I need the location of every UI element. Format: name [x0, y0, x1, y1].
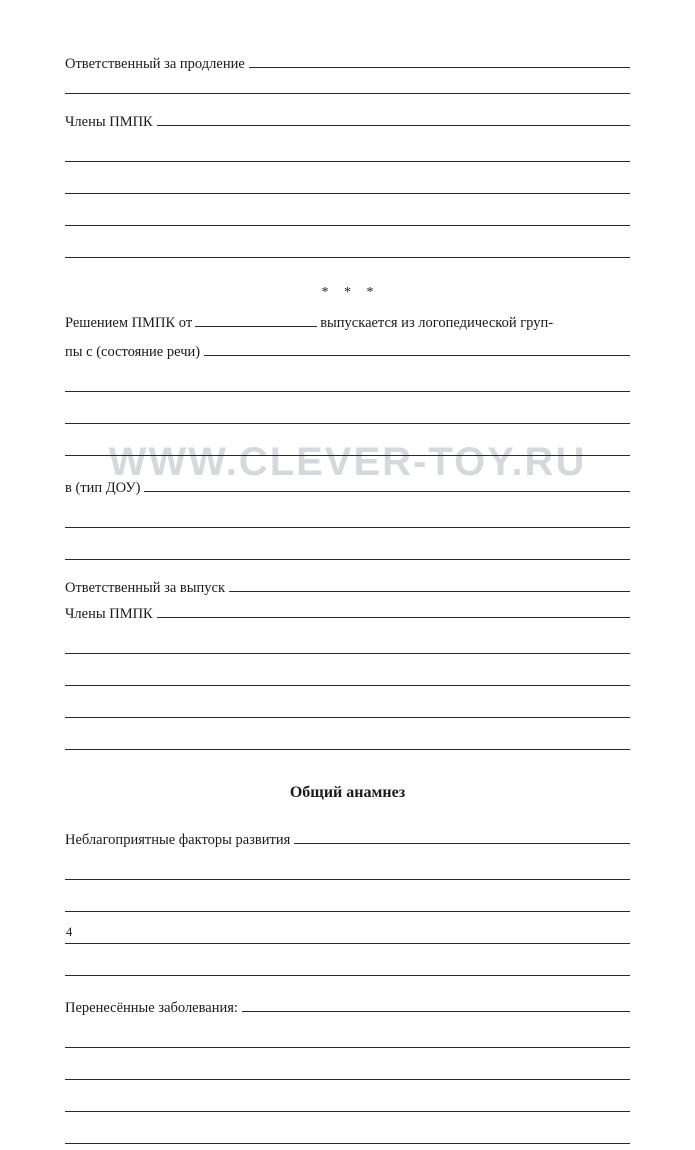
section-separator: * * *	[321, 285, 380, 300]
field-label-pmpk-members-1: Члены ПМПК	[65, 114, 153, 130]
field-dou-type	[65, 472, 630, 498]
write-line[interactable]	[294, 824, 630, 844]
write-line-row[interactable]	[65, 508, 630, 534]
section-title-general-anamnesis: Общий анамнез	[289, 784, 406, 801]
write-line[interactable]	[229, 572, 630, 592]
spacer	[65, 756, 630, 780]
write-line[interactable]	[65, 238, 630, 258]
spacer	[65, 498, 630, 508]
write-line[interactable]	[65, 666, 630, 686]
field-responsible-release	[65, 572, 630, 598]
field-label-dou-type: в (тип ДОУ)	[65, 480, 141, 496]
write-line-row[interactable]	[65, 1124, 630, 1150]
write-line[interactable]	[65, 1028, 630, 1048]
write-line[interactable]	[65, 372, 630, 392]
form-content	[65, 48, 630, 1150]
write-line-row[interactable]	[65, 1028, 630, 1054]
write-line-row[interactable]	[65, 924, 630, 950]
write-line[interactable]	[242, 992, 630, 1012]
write-line[interactable]	[65, 1092, 630, 1112]
write-line-row[interactable]	[65, 666, 630, 692]
field-responsible-extension	[65, 48, 630, 74]
write-line[interactable]	[65, 860, 630, 880]
write-line[interactable]	[65, 508, 630, 528]
page-number: 4	[66, 925, 73, 939]
write-line-row[interactable]	[65, 174, 630, 200]
write-line-row[interactable]	[65, 1092, 630, 1118]
field-adverse-factors	[65, 824, 630, 850]
field-pmpk-members-2	[65, 598, 630, 624]
write-line[interactable]	[65, 1124, 630, 1144]
write-line[interactable]	[65, 956, 630, 976]
field-label-responsible-release: Ответственный за выпуск	[65, 580, 226, 596]
field-label-adverse-factors: Неблагоприятные факторы развития	[65, 832, 291, 848]
spacer	[65, 982, 630, 992]
write-line-row[interactable]	[65, 372, 630, 398]
write-line-row[interactable]	[65, 436, 630, 462]
write-line-row[interactable]	[65, 74, 630, 100]
write-line-row[interactable]	[65, 730, 630, 756]
write-line-row[interactable]	[65, 634, 630, 660]
spacer	[65, 264, 630, 282]
write-line-row[interactable]	[65, 404, 630, 430]
write-line[interactable]	[65, 924, 630, 944]
write-line-row[interactable]	[65, 142, 630, 168]
write-line-row[interactable]	[65, 860, 630, 886]
write-line-row[interactable]	[65, 238, 630, 264]
decision-text-2: выпускается из логопедической груп-	[320, 315, 554, 331]
write-line-row[interactable]	[65, 1060, 630, 1086]
write-line[interactable]	[144, 472, 630, 492]
write-line-row[interactable]	[65, 892, 630, 918]
field-past-illnesses	[65, 992, 630, 1018]
field-label-pmpk-members-2: Члены ПМПК	[65, 606, 153, 622]
write-line[interactable]	[249, 48, 630, 68]
write-line[interactable]	[65, 142, 630, 162]
field-speech-state	[65, 336, 630, 362]
write-line[interactable]	[65, 404, 630, 424]
write-line[interactable]	[204, 336, 630, 356]
paragraph-decision	[65, 310, 630, 336]
field-label-past-illnesses: Перенесённые заболевания:	[65, 1000, 238, 1016]
decision-date-blank[interactable]	[195, 312, 317, 327]
spacer	[65, 806, 630, 824]
field-pmpk-members-1	[65, 106, 630, 132]
write-line-row[interactable]	[65, 540, 630, 566]
write-line[interactable]	[65, 74, 630, 94]
write-line[interactable]	[65, 730, 630, 750]
write-line[interactable]	[65, 892, 630, 912]
write-line[interactable]	[65, 540, 630, 560]
write-line-row[interactable]	[65, 698, 630, 724]
write-line[interactable]	[65, 174, 630, 194]
write-line[interactable]	[65, 206, 630, 226]
write-line[interactable]	[157, 598, 630, 618]
field-label-speech-state: пы с (состояние речи)	[65, 344, 201, 360]
spacer	[65, 462, 630, 472]
decision-text-1: Решением ПМПК от	[65, 315, 193, 331]
write-line[interactable]	[157, 106, 630, 126]
write-line[interactable]	[65, 1060, 630, 1080]
write-line[interactable]	[65, 634, 630, 654]
watermark: WWW.CLEVER-TOY.RU	[108, 440, 587, 484]
write-line[interactable]	[65, 436, 630, 456]
write-line-row[interactable]	[65, 206, 630, 232]
write-line[interactable]	[65, 698, 630, 718]
field-label-responsible-extension: Ответственный за продление	[65, 56, 245, 72]
